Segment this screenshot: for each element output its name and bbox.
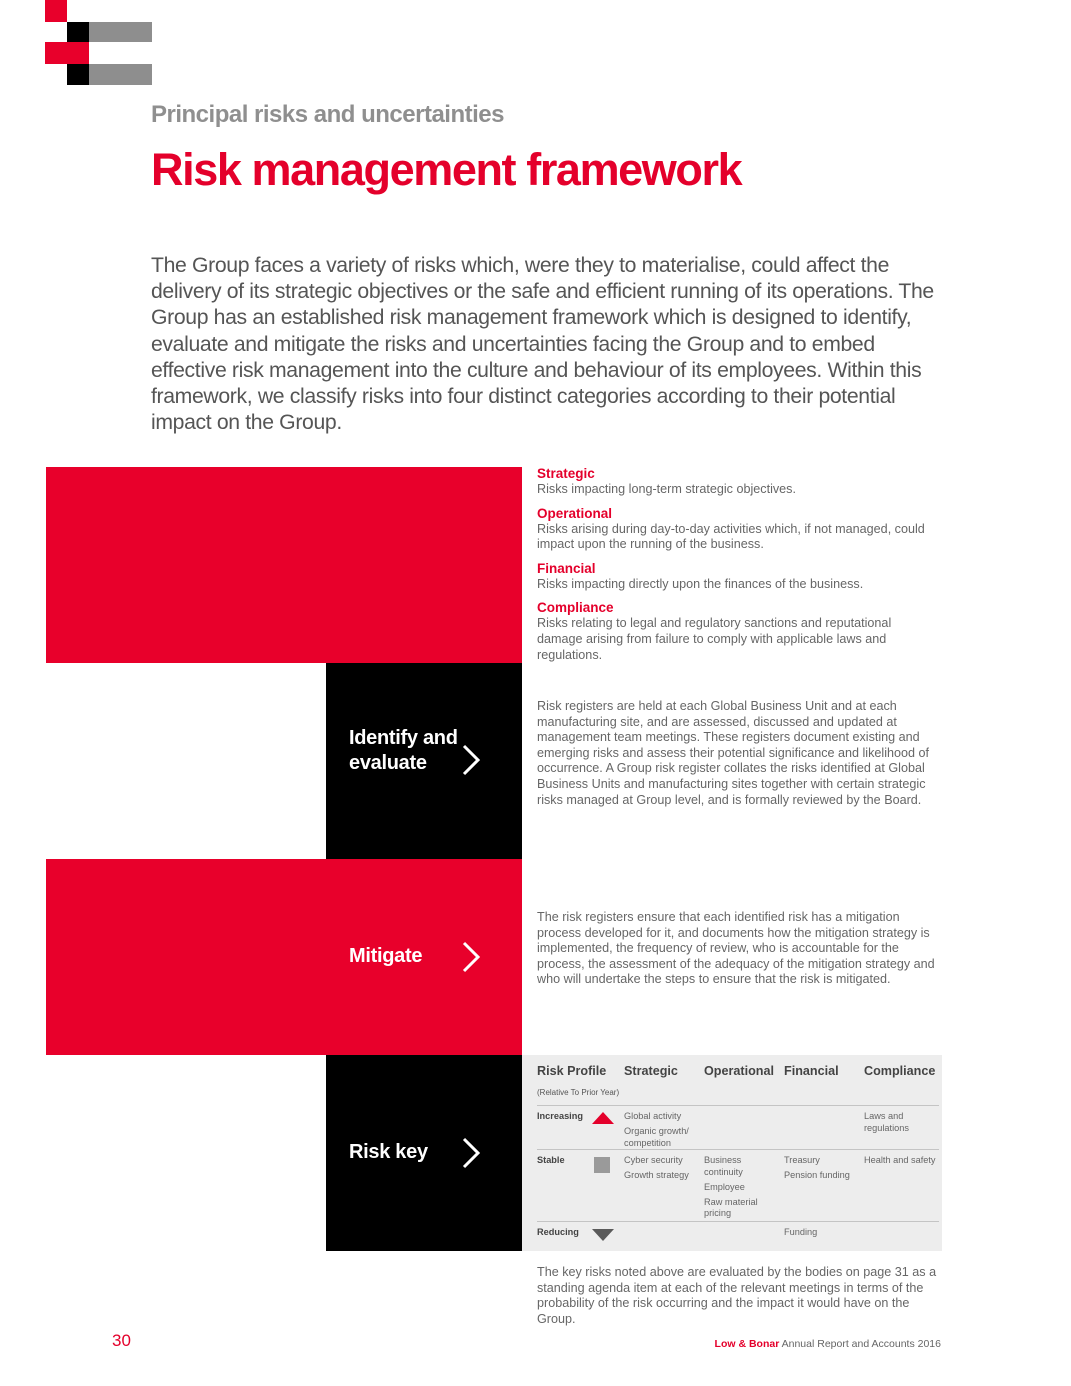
row-label-stable: Stable bbox=[537, 1155, 565, 1165]
column-subheader: (Relative To Prior Year) bbox=[537, 1088, 620, 1097]
column-header: Operational bbox=[704, 1064, 774, 1078]
mitigate-label: Mitigate bbox=[349, 945, 423, 967]
table-cell bbox=[704, 1155, 766, 1223]
category-compliance bbox=[537, 600, 947, 663]
divider bbox=[537, 1105, 939, 1106]
risk-item: Laws and regulations bbox=[864, 1111, 909, 1133]
risk-key-table bbox=[522, 1055, 942, 1251]
risk-key-block bbox=[326, 1055, 522, 1251]
identify-evaluate-label: Identify and evaluate bbox=[349, 727, 458, 774]
column-header: Strategic bbox=[624, 1064, 678, 1078]
table-cell bbox=[864, 1111, 940, 1138]
intro-paragraph: The Group faces a variety of risks which, were they to materialise, could affect the delivery of its strategic objectives or the safe and efficient running of its operations. The Group has an established risk management framework which is designed to identify, evaluate and mitigate the risks and uncertainties facing the Group and to embed effective risk management into the culture and behaviour of its employees. Within this framework, we classify risks into four distinct categories according to their potential impact on the Group. bbox=[151, 254, 934, 435]
category-operational bbox=[537, 506, 947, 553]
row-label-reducing: Reducing bbox=[537, 1227, 579, 1237]
triangle-down-icon bbox=[592, 1229, 614, 1241]
row-label-increasing: Increasing bbox=[537, 1111, 583, 1121]
category-description: Risks arising during day-to-day activities which, if not managed, could impact upon the running of the business. bbox=[537, 521, 925, 552]
category-title: Operational bbox=[537, 505, 613, 521]
footer-brand: Low & Bonar bbox=[714, 1338, 780, 1350]
risk-key-note: The key risks noted above are evaluated by the bodies on page 31 as a standing agenda item at each of the relevant meetings in terms of the probability of the risk occurring and the impact it would have on the Group. bbox=[537, 1265, 937, 1326]
category-description: Risks relating to legal and regulatory sanctions and reputational damage arising from failure to comply with applicable laws and regulations. bbox=[537, 616, 892, 662]
category-title: Strategic bbox=[537, 466, 595, 481]
column-header: Risk Profile bbox=[537, 1064, 607, 1078]
footer-publication bbox=[715, 1338, 941, 1350]
category-strategic bbox=[537, 466, 947, 498]
identify-evaluate-text: Risk registers are held at each Global Business Unit and at each manufacturing site, and are assessed, discussed and updated at management team meetings. These registers document existing and emerging risks and assess their potential significance and likelihood of occurrence. A Group risk register collates the risks identified at Global Business Units and manufacturing sites together with certain strategic risks managed at Group level, and is formally reviewed by the Board. bbox=[537, 699, 930, 807]
page-number: 30 bbox=[112, 1331, 131, 1350]
footer-title: Annual Report and Accounts 2016 bbox=[781, 1338, 941, 1350]
risk-categories bbox=[537, 466, 947, 671]
risk-item: Raw material pricing bbox=[704, 1196, 758, 1218]
divider bbox=[537, 1221, 939, 1222]
risk-item: Pension funding bbox=[784, 1170, 850, 1180]
category-financial bbox=[537, 561, 947, 593]
table-cell bbox=[784, 1155, 860, 1185]
risk-item: Growth strategy bbox=[624, 1170, 689, 1180]
risk-key-label: Risk key bbox=[349, 1141, 428, 1163]
risk-item: Business continuity bbox=[704, 1155, 743, 1177]
risk-item: Health and safety bbox=[864, 1155, 936, 1165]
table-cell bbox=[624, 1155, 700, 1185]
category-description: Risks impacting long-term strategic objectives. bbox=[537, 482, 796, 496]
mitigate-text: The risk registers ensure that each identified risk has a mitigation process developed for it, and documents how the mitigation strategy is implemented, the frequency of review, who is accountable for the process, the assessment of the adequacy of the mitigation strategy and who will undertake the steps to ensure that the risk is mitigated. bbox=[537, 910, 935, 987]
chevron-right-icon bbox=[460, 743, 482, 777]
table-cell bbox=[624, 1111, 700, 1153]
divider bbox=[537, 1149, 939, 1150]
triangle-up-icon bbox=[592, 1112, 614, 1124]
mitigate-block bbox=[46, 859, 522, 1055]
chevron-right-icon bbox=[460, 1136, 482, 1170]
logo-mark bbox=[45, 0, 152, 86]
category-title: Compliance bbox=[537, 600, 614, 616]
risk-item: Funding bbox=[784, 1227, 818, 1237]
risk-item: Employee bbox=[704, 1181, 745, 1192]
categories-red-block bbox=[46, 467, 522, 663]
identify-evaluate-block bbox=[326, 663, 522, 859]
category-title: Financial bbox=[537, 560, 596, 576]
risk-item: Global activity bbox=[624, 1111, 682, 1121]
table-cell bbox=[864, 1155, 942, 1170]
square-icon bbox=[594, 1157, 610, 1173]
table-cell bbox=[784, 1227, 860, 1242]
risk-item: Treasury bbox=[784, 1155, 820, 1165]
risk-item: Cyber security bbox=[624, 1155, 683, 1165]
section-kicker: Principal risks and uncertainties bbox=[151, 101, 504, 128]
risk-item: Organic growth/ competition bbox=[624, 1126, 689, 1148]
column-header: Compliance bbox=[864, 1064, 936, 1078]
chevron-right-icon bbox=[460, 940, 482, 974]
page-title: Risk management framework bbox=[151, 144, 742, 195]
category-description: Risks impacting directly upon the finances of the business. bbox=[537, 576, 864, 591]
column-header: Financial bbox=[784, 1064, 839, 1078]
